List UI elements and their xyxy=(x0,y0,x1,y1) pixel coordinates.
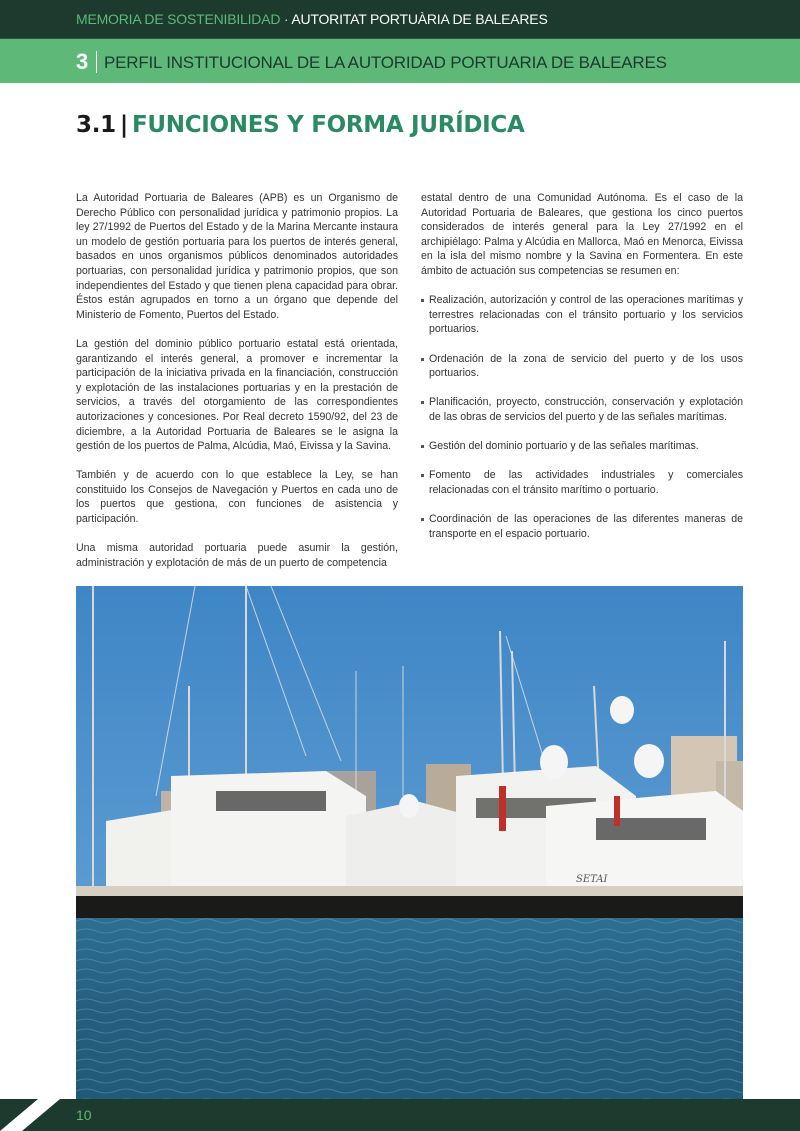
organization-name: AUTORITAT PORTUÀRIA DE BALEARES xyxy=(291,11,548,27)
report-title: MEMORIA DE SOSTENIBILIDAD xyxy=(76,11,281,27)
right-text-column xyxy=(421,191,743,556)
red-flag xyxy=(614,796,620,826)
page-footer xyxy=(0,1099,800,1131)
left-text-column xyxy=(76,191,398,585)
quay-shadow xyxy=(76,896,743,918)
list-item-text: Ordenación de la zona de servicio del puerto y de los usos portuarios. xyxy=(429,352,743,380)
list-item-text: Fomento de las actividades industriales y comerciales relacionadas con el tránsito marítimo o portuario. xyxy=(429,469,743,496)
paragraph: También y de acuerdo con lo que establece la Ley, se han constituido los Consejos de Navegación y Puertos en cada uno de los puertos que gestiona, con funciones de asistencia y participación. xyxy=(76,469,398,526)
red-flag xyxy=(499,786,506,831)
paragraph: estatal dentro de una Comunidad Autónoma. Es el caso de la Autoridad Portuaria de Baleares, que gestiona los cinco puertos considerados de interés general para la Ley 27/1992 en el archipiélago: Palma y Alcúdia en Mallorca, Maó en Menorca, Eivissa en la isla del mismo nombre y la Savina en Formentera. En este ámbito de actuación sus competencias se resumen en: xyxy=(421,192,743,277)
quay xyxy=(76,886,743,896)
bullet-icon xyxy=(421,358,424,361)
list-item-text: Planificación, proyecto, construcción, conservación y explotación de las obras de servicios del puerto y de las señales marítimas. xyxy=(429,396,743,423)
paragraph: La gestión del dominio público portuario estatal está orientada, garantizando el interés general, a promover e incrementar la participación de la iniciativa privada en la financiación, construcción y explotación de las instalaciones portuarias y en la prestación de servicios, a través del otorgamiento de las correspondientes autorizaciones y concesiones. Por Real decreto 1590/92, del 23 de diciembre, a la Autoridad Portuaria de Baleares se le asigna la gestión de los puertos de Palma, Alcúdia, Maó, Eivissa y la Savina. xyxy=(76,337,398,453)
chapter-number: 3 xyxy=(76,49,89,74)
harbor-photo xyxy=(76,586,743,1099)
bullet-icon xyxy=(421,474,424,477)
list-item xyxy=(421,512,743,541)
list-item xyxy=(421,352,743,381)
bullet-icon xyxy=(421,445,424,448)
bullet-icon xyxy=(421,401,424,404)
running-header-text xyxy=(76,11,548,27)
chapter-title: PERFIL INSTITUCIONAL DE LA AUTORIDAD PORTUARIA DE BALEARES xyxy=(104,53,667,72)
list-item xyxy=(421,468,743,497)
chapter-divider xyxy=(96,51,97,73)
paragraph: La Autoridad Portuaria de Baleares (APB) es un Organismo de Derecho Público con personalidad jurídica y patrimonio propios. La ley 27/1992 de Puertos del Estado y de la Marina Mercante instaura un modelo de gestión portuaria para los puertos de interés general, basados en unos organismos públicos denominados autoridades portuarias, con personalidad jurídica y patrimonio propios, que son independientes del Estado y que tienen plena capacidad para obrar. Éstos están agrupados en torno a un órgano que depende del Ministerio de Fomento, Puertos del Estado. xyxy=(76,192,398,321)
bullet-icon xyxy=(421,518,424,521)
list-item-text: Realización, autorización y control de las operaciones marítimas y terrestres relacionadas con el tránsito portuario y los servicios portuarios. xyxy=(429,294,743,336)
chapter-header xyxy=(0,38,800,83)
boat-name: SETAI xyxy=(576,874,608,885)
header-separator: · xyxy=(280,11,292,27)
footer-slash-decoration xyxy=(0,1099,60,1131)
list-item-text: Gestión del dominio portuario y de las señales marítimas. xyxy=(429,440,699,453)
section-divider: | xyxy=(119,112,128,138)
section-number: 3.1 xyxy=(76,112,116,138)
list-item xyxy=(421,293,743,337)
section-title xyxy=(76,112,525,138)
list-item xyxy=(421,439,743,454)
bullet-icon xyxy=(421,299,424,302)
list-item-text: Coordinación de las operaciones de las diferentes maneras de transporte en el espacio portuario. xyxy=(429,513,743,540)
paragraph: Una misma autoridad portuaria puede asumir la gestión, administración y explotación de más de un puerto de competencia xyxy=(76,542,398,569)
page-number: 10 xyxy=(76,1107,92,1123)
list-item xyxy=(421,395,743,424)
running-header xyxy=(0,0,800,38)
section-heading: FUNCIONES Y FORMA JURÍDICA xyxy=(131,112,525,138)
competencies-list xyxy=(421,293,743,541)
